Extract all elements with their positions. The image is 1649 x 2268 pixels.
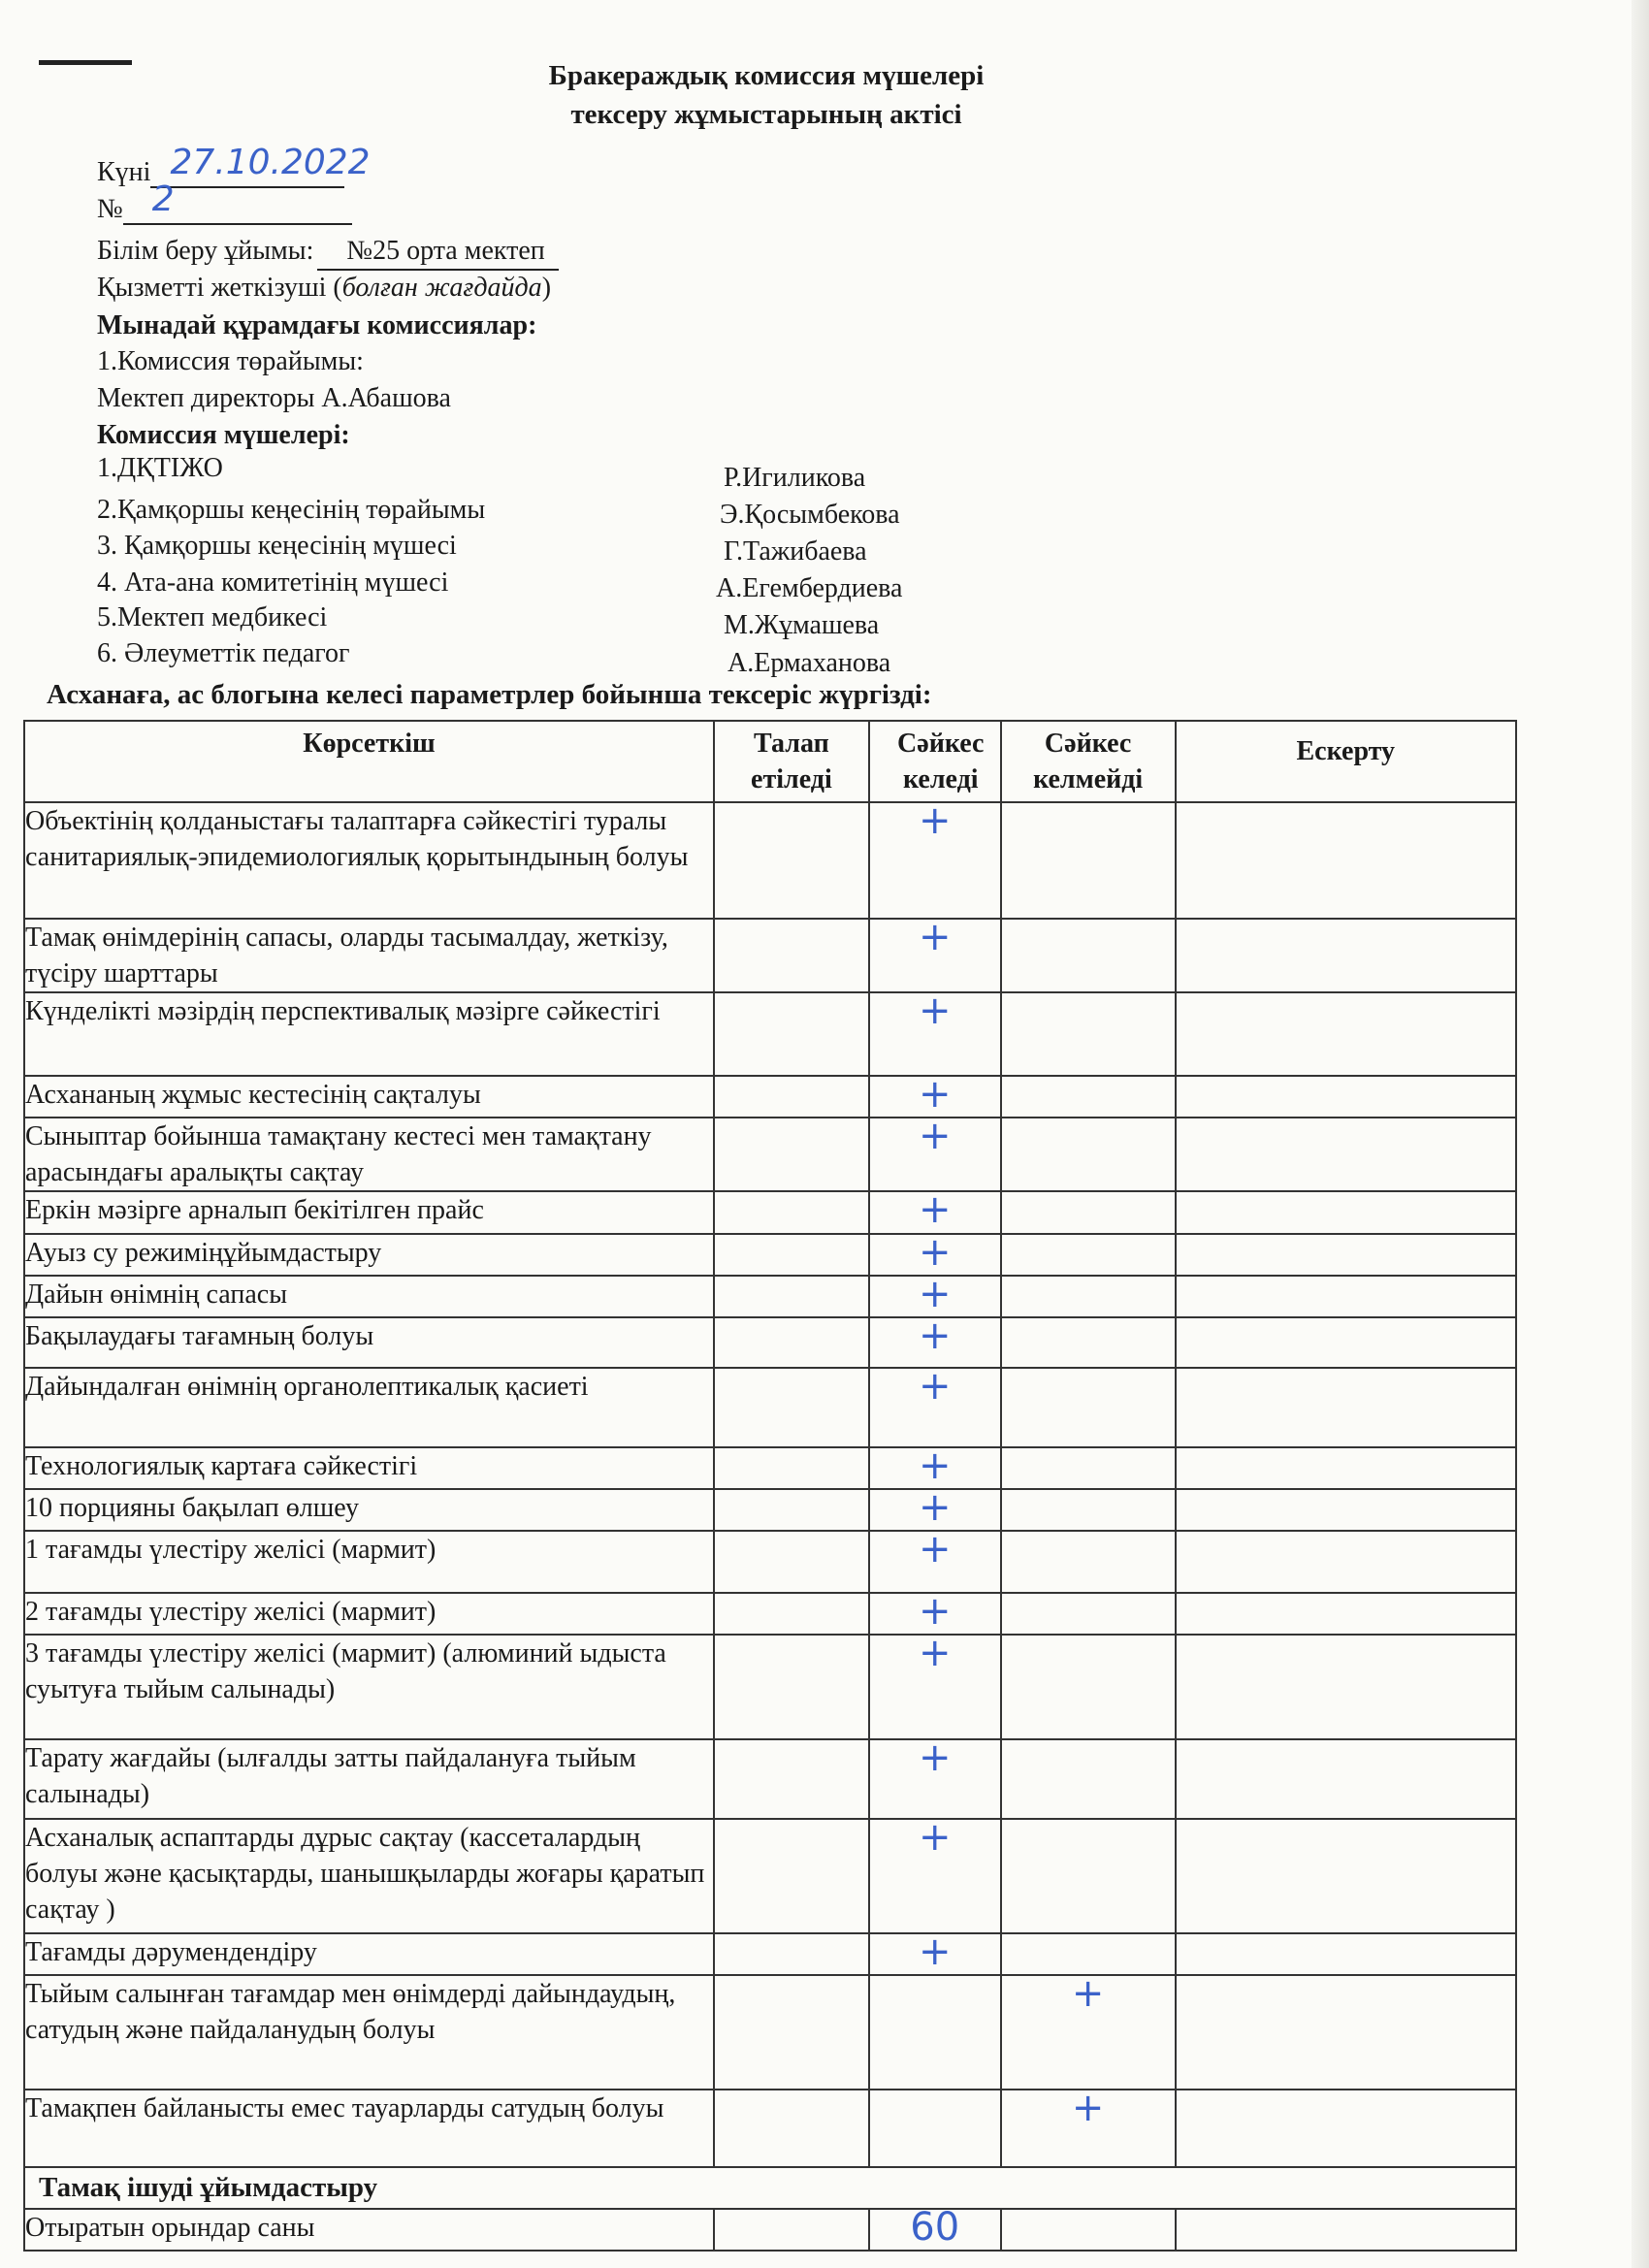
members-heading: Комиссия мүшелері: (97, 420, 350, 450)
required-cell (714, 1076, 869, 1118)
required-cell (714, 1447, 869, 1489)
compliant-mark: + (919, 1230, 952, 1275)
noncompliant-cell (1001, 1819, 1176, 1933)
member-role: 4. Ата-ана комитетінің мүшесі (97, 567, 449, 598)
note-cell (1176, 1276, 1516, 1317)
table-row (24, 1489, 1516, 1531)
date-label: Күні (97, 157, 151, 187)
required-cell (714, 1531, 869, 1593)
required-cell (714, 1191, 869, 1234)
indicator-cell: 1 тағамды үлестіру желісі (мармит) (24, 1531, 714, 1593)
indicator-cell: Тамақпен байланысты емес тауарларды сатудың болуы (24, 2090, 714, 2167)
required-cell (714, 802, 869, 919)
compliant-cell (869, 1527, 1001, 1593)
table-row (24, 1819, 1516, 1933)
noncompliant-cell (1001, 1489, 1176, 1531)
noncompliant-cell (1001, 919, 1176, 992)
compliant-mark: + (919, 1313, 952, 1358)
required-cell (714, 2090, 869, 2167)
required-cell (714, 1593, 869, 1635)
member-name: Г.Тажибаева (724, 536, 867, 567)
table-row (24, 992, 1516, 1076)
compliant-mark: 60 (910, 2205, 960, 2250)
note-cell (1176, 1489, 1516, 1531)
compliant-cell (869, 1272, 1001, 1317)
compliant-mark: + (919, 1072, 952, 1117)
compliant-cell (869, 1187, 1001, 1234)
noncompliant-cell (1001, 2086, 1176, 2167)
inspection-table (23, 720, 1517, 2252)
table-row (24, 1368, 1516, 1447)
indicator-cell: Асханалық аспаптарды дұрыс сақтау (кассеталардың болуы және қасықтарды, шанышқыларды жоғары қаратып сақтау ) (24, 1819, 714, 1933)
org-line (97, 234, 559, 271)
required-cell (714, 919, 869, 992)
compliant-cell (869, 1485, 1001, 1531)
compliant-mark: + (919, 915, 952, 959)
table-row (24, 1933, 1516, 1975)
date-value: 27.10.2022 (170, 143, 371, 182)
section-row (24, 2167, 1516, 2209)
table-row (24, 1531, 1516, 1593)
chair-label: 1.Комиссия төрайымы: (97, 346, 364, 376)
header-compliant: Сәйкес келеді (869, 721, 1001, 802)
note-cell (1176, 1593, 1516, 1635)
noncompliant-cell (1001, 1118, 1176, 1191)
note-cell (1176, 919, 1516, 992)
required-cell (714, 1317, 869, 1368)
noncompliant-cell (1001, 1368, 1176, 1447)
note-cell (1176, 1739, 1516, 1819)
note-cell (1176, 992, 1516, 1076)
required-cell (714, 1276, 869, 1317)
member-role: 5.Мектеп медбикесі (97, 602, 328, 632)
required-cell (714, 1739, 869, 1819)
number-field (123, 179, 352, 225)
supplier-close: ) (541, 273, 552, 303)
supplier-note: болған жағдайда (341, 273, 542, 303)
scan-edge (1632, 0, 1649, 2268)
compliant-cell (869, 1929, 1001, 1975)
table-row (24, 1234, 1516, 1276)
note-cell (1176, 2090, 1516, 2167)
note-cell (1176, 1368, 1516, 1447)
noncompliant-cell (1001, 1635, 1176, 1739)
noncompliant-cell (1001, 1739, 1176, 1819)
noncompliant-cell (1001, 1276, 1176, 1317)
note-cell (1176, 1076, 1516, 1118)
chair-value: Мектеп директоры А.Абашова (97, 383, 451, 413)
note-cell (1176, 1635, 1516, 1739)
compliant-mark: + (919, 1929, 952, 1974)
header-required: Талап етіледі (714, 721, 869, 802)
table-row (24, 802, 1516, 919)
table-row (24, 1276, 1516, 1317)
noncompliant-mark: + (1071, 2086, 1105, 2130)
title-line-1: Бракераждық комиссия мүшелері (548, 60, 985, 91)
header-note: Ескерту (1176, 721, 1516, 802)
compliant-cell (869, 915, 1001, 992)
compliant-mark: + (919, 1272, 952, 1316)
indicator-cell: Асхананың жұмыс кестесінің сақталуы (24, 1076, 714, 1118)
org-label: Білім беру ұйымы: (97, 236, 314, 266)
noncompliant-cell (1001, 1531, 1176, 1593)
table-row (24, 2090, 1516, 2167)
org-value: №25 орта мектеп (317, 234, 558, 271)
note-cell (1176, 1317, 1516, 1368)
note-cell (1176, 1531, 1516, 1593)
note-cell (1176, 1819, 1516, 1933)
compliant-cell (869, 1815, 1001, 1933)
required-cell (714, 1933, 869, 1975)
compliant-mark: + (919, 1364, 952, 1409)
note-cell (1176, 1234, 1516, 1276)
supplier-line (97, 271, 551, 306)
indicator-cell: Объектінің қолданыстағы талаптарға сәйкестігі туралы санитариялық-эпидемиологиялық қорытындының болуы (24, 802, 714, 919)
indicator-cell: 10 порцияны бақылап өлшеу (24, 1489, 714, 1531)
member-name: А.Егембердиева (716, 573, 903, 603)
indicator-cell: Еркін мәзірге арналып бекітілген прайс (24, 1191, 714, 1234)
section-heading: Тамақ ішуді ұйымдастыру (24, 2167, 1516, 2209)
number-value: 2 (151, 179, 175, 219)
note-cell (1176, 1447, 1516, 1489)
indicator-cell: Дайындалған өнімнің органолептикалық қасиеті (24, 1368, 714, 1447)
compliant-mark: + (919, 1443, 952, 1488)
compliant-mark: + (919, 1631, 952, 1675)
inspection-heading: Асханаға, ас блогына келесі параметрлер бойынша тексеріс жүргізді: (47, 679, 932, 710)
table-row (24, 1317, 1516, 1368)
noncompliant-cell (1001, 992, 1176, 1076)
compliant-cell (869, 1230, 1001, 1276)
note-cell (1176, 1118, 1516, 1191)
member-name: Р.Игиликова (724, 463, 866, 493)
compliant-cell (869, 1975, 1001, 2090)
noncompliant-cell (1001, 1933, 1176, 1975)
noncompliant-cell (1001, 1076, 1176, 1118)
required-cell (714, 1819, 869, 1933)
member-role: 1.ДҚТІЖО (97, 453, 223, 483)
compliant-cell (869, 2090, 1001, 2167)
noncompliant-cell (1001, 1447, 1176, 1489)
note-cell (1176, 802, 1516, 919)
indicator-cell: Тамақ өнімдерінің сапасы, оларды тасымалдау, жеткізу, түсіру шарттары (24, 919, 714, 992)
noncompliant-cell (1001, 1191, 1176, 1234)
required-cell (714, 2209, 869, 2251)
note-cell (1176, 1975, 1516, 2090)
member-role: 2.Қамқоршы кеңесінің төрайымы (97, 495, 486, 525)
table-row (24, 1191, 1516, 1234)
indicator-cell: Тағамды дәрумендендіру (24, 1933, 714, 1975)
noncompliant-cell (1001, 1234, 1176, 1276)
table-row (24, 919, 1516, 992)
table-row (24, 1635, 1516, 1739)
compliant-mark: + (919, 1735, 952, 1780)
indicator-cell: Тарату жағдайы (ылғалды затты пайдалануға тыйым салынады) (24, 1739, 714, 1819)
compliant-cell (869, 1631, 1001, 1739)
compliant-cell (869, 1313, 1001, 1368)
compliant-mark: + (919, 798, 952, 843)
table-header-row (24, 721, 1516, 802)
noncompliant-cell (1001, 802, 1176, 919)
indicator-cell: Технологиялық картаға сәйкестігі (24, 1447, 714, 1489)
indicator-cell: 3 тағамды үлестіру желісі (мармит) (алюминий ыдыста суытуға тыйым салынады) (24, 1635, 714, 1739)
indicator-cell: Сыныптар бойынша тамақтану кестесі мен тамақтану арасындағы аралықты сақтау (24, 1118, 714, 1191)
compliant-cell (869, 1589, 1001, 1635)
required-cell (714, 1489, 869, 1531)
required-cell (714, 1118, 869, 1191)
table-row (24, 1118, 1516, 1191)
compliant-cell (869, 798, 1001, 919)
compliant-cell (869, 988, 1001, 1076)
commission-heading: Мынадай құрамдағы комиссиялар: (97, 310, 537, 340)
compliant-cell (869, 1735, 1001, 1819)
date-field (150, 143, 371, 188)
member-name: Э.Қосымбекова (720, 500, 900, 530)
compliant-cell (869, 1072, 1001, 1118)
date-line (97, 143, 371, 190)
indicator-cell: Ауыз су режиміңұйымдастыру (24, 1234, 714, 1276)
compliant-mark: + (919, 1815, 952, 1860)
compliant-mark: + (919, 1187, 952, 1232)
required-cell (714, 1234, 869, 1276)
header-indicator: Көрсеткіш (24, 721, 714, 802)
compliant-mark: + (919, 1527, 952, 1571)
member-name: М.Жұмашева (724, 610, 880, 640)
table-row (24, 1447, 1516, 1489)
required-cell (714, 1368, 869, 1447)
required-cell (714, 1975, 869, 2090)
indicator-cell: Отыратын орындар саны (24, 2209, 714, 2251)
header-noncompliant: Сәйкес келмейді (1001, 721, 1176, 802)
member-role: 3. Қамқоршы кеңесінің мүшесі (97, 531, 457, 561)
noncompliant-mark: + (1071, 1971, 1105, 2016)
document-title (0, 56, 1533, 134)
table-row (24, 1593, 1516, 1635)
table-row (24, 1076, 1516, 1118)
required-cell (714, 1635, 869, 1739)
compliant-mark: + (919, 1485, 952, 1530)
number-label: № (97, 194, 123, 224)
compliant-cell (869, 1443, 1001, 1489)
indicator-cell: Тыйым салынған тағамдар мен өнімдерді дайындаудың, сатудың және пайдаланудың болуы (24, 1975, 714, 2090)
table-row (24, 1975, 1516, 2090)
compliant-cell (869, 1364, 1001, 1447)
table-row (24, 1739, 1516, 1819)
indicator-cell: 2 тағамды үлестіру желісі (мармит) (24, 1593, 714, 1635)
required-cell (714, 992, 869, 1076)
supplier-text: Қызметті жеткізуші ( (97, 273, 342, 303)
compliant-mark: + (919, 1589, 952, 1634)
compliant-mark: + (919, 1114, 952, 1158)
noncompliant-cell (1001, 2209, 1176, 2251)
note-cell (1176, 1191, 1516, 1234)
table-row (24, 2209, 1516, 2251)
indicator-cell: Бақылаудағы тағамның болуы (24, 1317, 714, 1368)
noncompliant-cell (1001, 1971, 1176, 2090)
note-cell (1176, 1933, 1516, 1975)
compliant-mark: + (919, 988, 952, 1033)
number-line (97, 179, 352, 227)
indicator-cell: Күнделікті мәзірдің перспективалық мәзірге сәйкестігі (24, 992, 714, 1076)
note-cell (1176, 2209, 1516, 2251)
member-role: 6. Әлеуметтік педагог (97, 638, 350, 668)
member-name: А.Ермаханова (728, 648, 891, 678)
title-line-2: тексеру жұмыстарының актісі (570, 99, 962, 130)
noncompliant-cell (1001, 1317, 1176, 1368)
indicator-cell: Дайын өнімнің сапасы (24, 1276, 714, 1317)
compliant-cell (869, 1114, 1001, 1191)
noncompliant-cell (1001, 1593, 1176, 1635)
compliant-cell (869, 2205, 1001, 2251)
